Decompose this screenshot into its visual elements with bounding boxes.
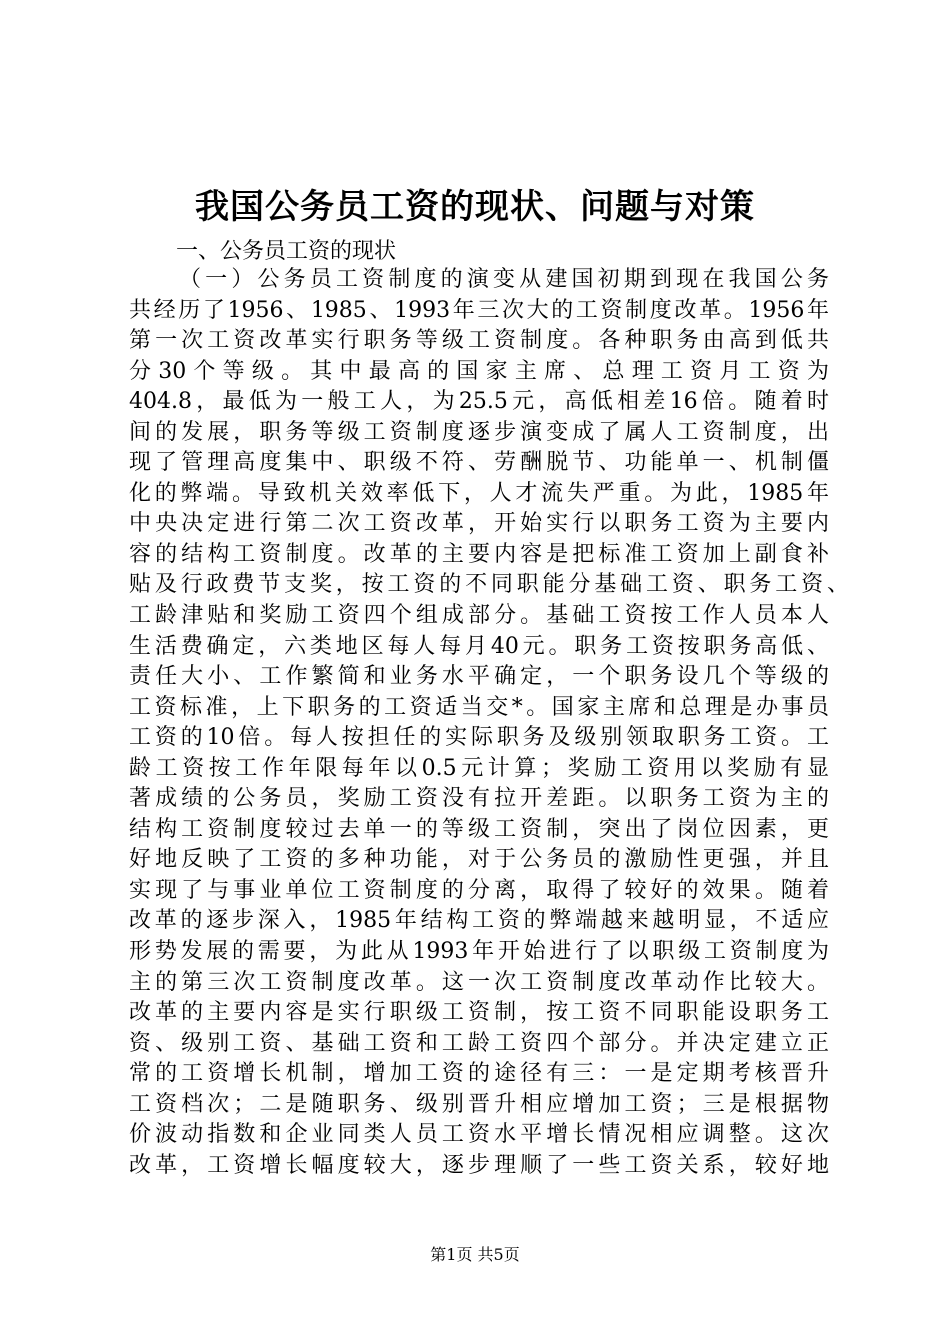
paragraph-line: 主的第三次工资制度改革。这一次工资制度改革动作比较大。 <box>129 969 829 995</box>
paragraph-line: 改革，工资增长幅度较大，逐步理顺了一些工资关系，较好地 <box>129 1152 829 1178</box>
paragraph-line: 404.8，最低为一般工人，为25.5元，高低相差16倍。随着时 <box>129 389 829 415</box>
paragraph-line: 结构工资制度较过去单一的等级工资制，突出了岗位因素，更 <box>129 816 829 842</box>
paragraph-line: 工资档次；二是随职务、级别晋升相应增加工资；三是根据物 <box>129 1091 829 1117</box>
paragraph-line: 化的弊端。导致机关效率低下，人才流失严重。为此，1985年 <box>129 480 829 506</box>
paragraph-line: 价波动指数和企业同类人员工资水平增长情况相应调整。这次 <box>129 1122 829 1148</box>
paragraph-line: 著成绩的公务员，奖励工资没有拉开差距。以职务工资为主的 <box>129 786 829 812</box>
paragraph-line: 第一次工资改革实行职务等级工资制度。各种职务由高到低共 <box>129 328 829 354</box>
paragraph-line: 生活费确定，六类地区每人每月40元。职务工资按职务高低、 <box>129 633 829 659</box>
paragraph-line: 实现了与事业单位工资制度的分离，取得了较好的效果。随着 <box>129 877 829 903</box>
paragraph-line: 龄工资按工作年限每年以0.5元计算；奖励工资用以奖励有显 <box>129 755 829 781</box>
paragraph-line: 共经历了1956、1985、1993年三次大的工资制度改革。1956年 <box>129 297 829 323</box>
paragraph-line: 工龄津贴和奖励工资四个组成部分。基础工资按工作人员本人 <box>129 603 829 629</box>
paragraph-line: 改革的逐步深入，1985年结构工资的弊端越来越明显，不适应 <box>129 908 829 934</box>
page-indicator: 第1页 共5页 <box>430 1245 520 1264</box>
paragraph-line: 改革的主要内容是实行职级工资制，按工资不同职能设职务工 <box>129 1000 829 1026</box>
paragraph-line: 形势发展的需要，为此从1993年开始进行了以职级工资制度为 <box>129 939 829 965</box>
paragraph-line: 容的结构工资制度。改革的主要内容是把标准工资加上副食补 <box>129 541 829 567</box>
section-heading: 一、公务员工资的现状 <box>176 239 397 264</box>
paragraph-line: 现了管理高度集中、职级不符、劳酬脱节、功能单一、机制僵 <box>129 450 829 476</box>
paragraph-line: （一）公务员工资制度的演变从建国初期到现在我国公务 <box>179 267 829 292</box>
paragraph-line: 资、级别工资、基础工资和工龄工资四个部分。并决定建立正 <box>129 1030 829 1056</box>
paragraph-line: 好地反映了工资的多种功能，对于公务员的激励性更强，并且 <box>129 847 829 873</box>
paragraph-line: 责任大小、工作繁简和业务水平确定，一个职务设几个等级的 <box>129 664 829 690</box>
paragraph-line: 工资的10倍。每人按担任的实际职务及级别领取职务工资。工 <box>129 725 829 751</box>
paragraph-line: 常的工资增长机制，增加工资的途径有三：一是定期考核晋升 <box>129 1061 829 1087</box>
document-title: 我国公务员工资的现状、问题与对策 <box>195 187 755 227</box>
paragraph-line: 间的发展，职务等级工资制度逐步演变成了属人工资制度，出 <box>129 419 829 445</box>
body-paragraph <box>129 265 849 1181</box>
paragraph-line: 分30个等级。其中最高的国家主席、总理工资月工资为 <box>129 358 829 384</box>
paragraph-line: 贴及行政费节支奖，按工资的不同职能分基础工资、职务工资、 <box>129 572 849 598</box>
paragraph-line: 中央决定进行第二次工资改革，开始实行以职务工资为主要内 <box>129 511 829 537</box>
paragraph-line: 工资标准，上下职务的工资适当交*。国家主席和总理是办事员 <box>129 694 829 720</box>
